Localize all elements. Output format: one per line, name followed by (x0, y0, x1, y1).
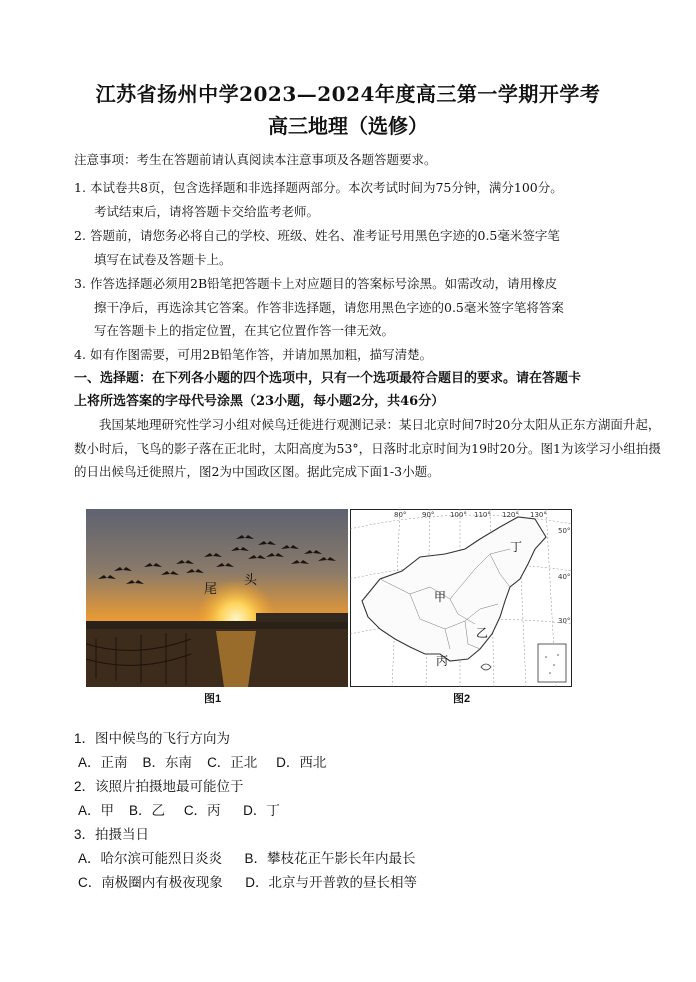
lon-label: 110° (474, 511, 491, 519)
option[interactable]: C．南极圈内有极夜现象 (78, 875, 223, 890)
option[interactable]: A．哈尔滨可能烈日炎炎 (78, 851, 223, 866)
place-bing: 丙 (436, 654, 449, 668)
notice-num: 2. (74, 228, 86, 243)
place-ding: 丁 (510, 540, 523, 554)
china-map-image (350, 509, 572, 687)
figure-1-caption: 图1 (204, 693, 222, 705)
place-jia: 甲 (434, 590, 447, 604)
option[interactable]: B．东南 (142, 755, 193, 770)
notice-item-4 (74, 343, 664, 367)
question-2-stem: 2．该照片拍摄地最可能位于 (74, 779, 244, 794)
notice-line: 如有作图需要，可用2B铅笔作答，并请加黑加粗，描写清楚。 (90, 347, 433, 362)
lon-label: 120° (502, 511, 519, 519)
question-3-stem: 3．拍摄当日 (74, 827, 150, 842)
option[interactable]: D．丁 (243, 803, 280, 818)
lon-label: 80° (394, 511, 407, 519)
notice-line: 本试卷共8页，包含选择题和非选择题两部分。本次考试时间为75分钟，满分100分。 (90, 180, 563, 195)
notice-line: 考试结束后，请将答题卡交给监考老师。 (94, 203, 320, 219)
lat-label: 30° (558, 617, 571, 625)
notice-line: 擦干净后，再选涂其它答案。作答非选择题，请您用黑色字迹的0.5毫米签字笔将答案 (94, 299, 564, 315)
option[interactable]: A．正南 (78, 755, 128, 770)
option[interactable]: B．攀枝花正午影长年内最长 (244, 851, 416, 866)
lon-label: 100° (450, 511, 467, 519)
notice-line: 填写在试卷及答题卡上。 (94, 251, 232, 267)
option[interactable]: C．正北 (207, 755, 258, 770)
question-1-stem: 1．图中候鸟的飞行方向为 (74, 731, 231, 746)
option[interactable]: A．甲 (78, 803, 115, 818)
option[interactable]: D．北京与开普敦的昼长相等 (245, 875, 418, 890)
section-line: 上将所选答案的字母代号涂黑（23小题，每小题2分，共46分） (74, 394, 445, 409)
option[interactable]: D．西北 (276, 755, 327, 770)
notice-item-2 (74, 224, 664, 271)
question-3-options-row2 (78, 871, 417, 891)
question-1-options (78, 751, 326, 771)
figure-2-caption: 图2 (453, 693, 471, 705)
notice-line: 作答选择题必须用2B铅笔把答题卡上对应题目的答案标号涂黑。如需改动，请用橡皮 (90, 276, 558, 291)
section-heading (74, 367, 670, 413)
figure-2-map (350, 509, 572, 687)
option[interactable]: C．丙 (183, 803, 221, 818)
question-2-options (78, 799, 280, 819)
notice-item-3 (74, 272, 664, 343)
sunrise-birds-image (86, 509, 348, 687)
notice-num: 1. (74, 180, 86, 195)
question-3-options-row1 (78, 847, 416, 867)
section-line: 一、选择题：在下列各小题的四个选项中，只有一个选项最符合题目的要求。请在答题卡 (74, 371, 582, 386)
lat-label: 50° (558, 527, 571, 535)
exam-subtitle: 高三地理（选修） (268, 114, 428, 138)
lon-label: 90° (422, 511, 435, 519)
notice-line: 答题前，请您务必将自己的学校、班级、姓名、准考证号用黑色字迹的0.5毫米签字笔 (90, 228, 560, 243)
lon-label: 130° (530, 511, 547, 519)
notice-heading: 注意事项：考生在答题前请认真阅读本注意事项及各题答题要求。 (74, 152, 437, 167)
option[interactable]: B．乙 (129, 803, 166, 818)
exam-title: 江苏省扬州中学2023—2024年度高三第一学期开学考 (95, 82, 601, 106)
figure-1-photo (86, 509, 348, 687)
place-yi: 乙 (476, 626, 489, 640)
notice-line: 写在答题卡上的指定位置，在其它位置作答一律无效。 (94, 323, 395, 338)
lat-label: 40° (558, 573, 571, 581)
notice-item-1 (74, 176, 664, 223)
question-intro: 我国某地理研究性学习小组对候鸟迁徙进行观测记录：某日北京时间7时20分太阳从正东方湖面升起，数小时后，飞鸟的影子落在正北时，太阳高度为53°，日落时北京时间为19时20分。图1为该学习小组拍摄的日出候鸟迁徙照片，图2为中国政区图。据此完成下面1-3小题。 (74, 417, 661, 479)
notice-num: 4. (74, 347, 86, 362)
notice-num: 3. (74, 276, 86, 291)
label-tail: 尾 (204, 582, 218, 597)
label-head: 头 (244, 573, 258, 588)
